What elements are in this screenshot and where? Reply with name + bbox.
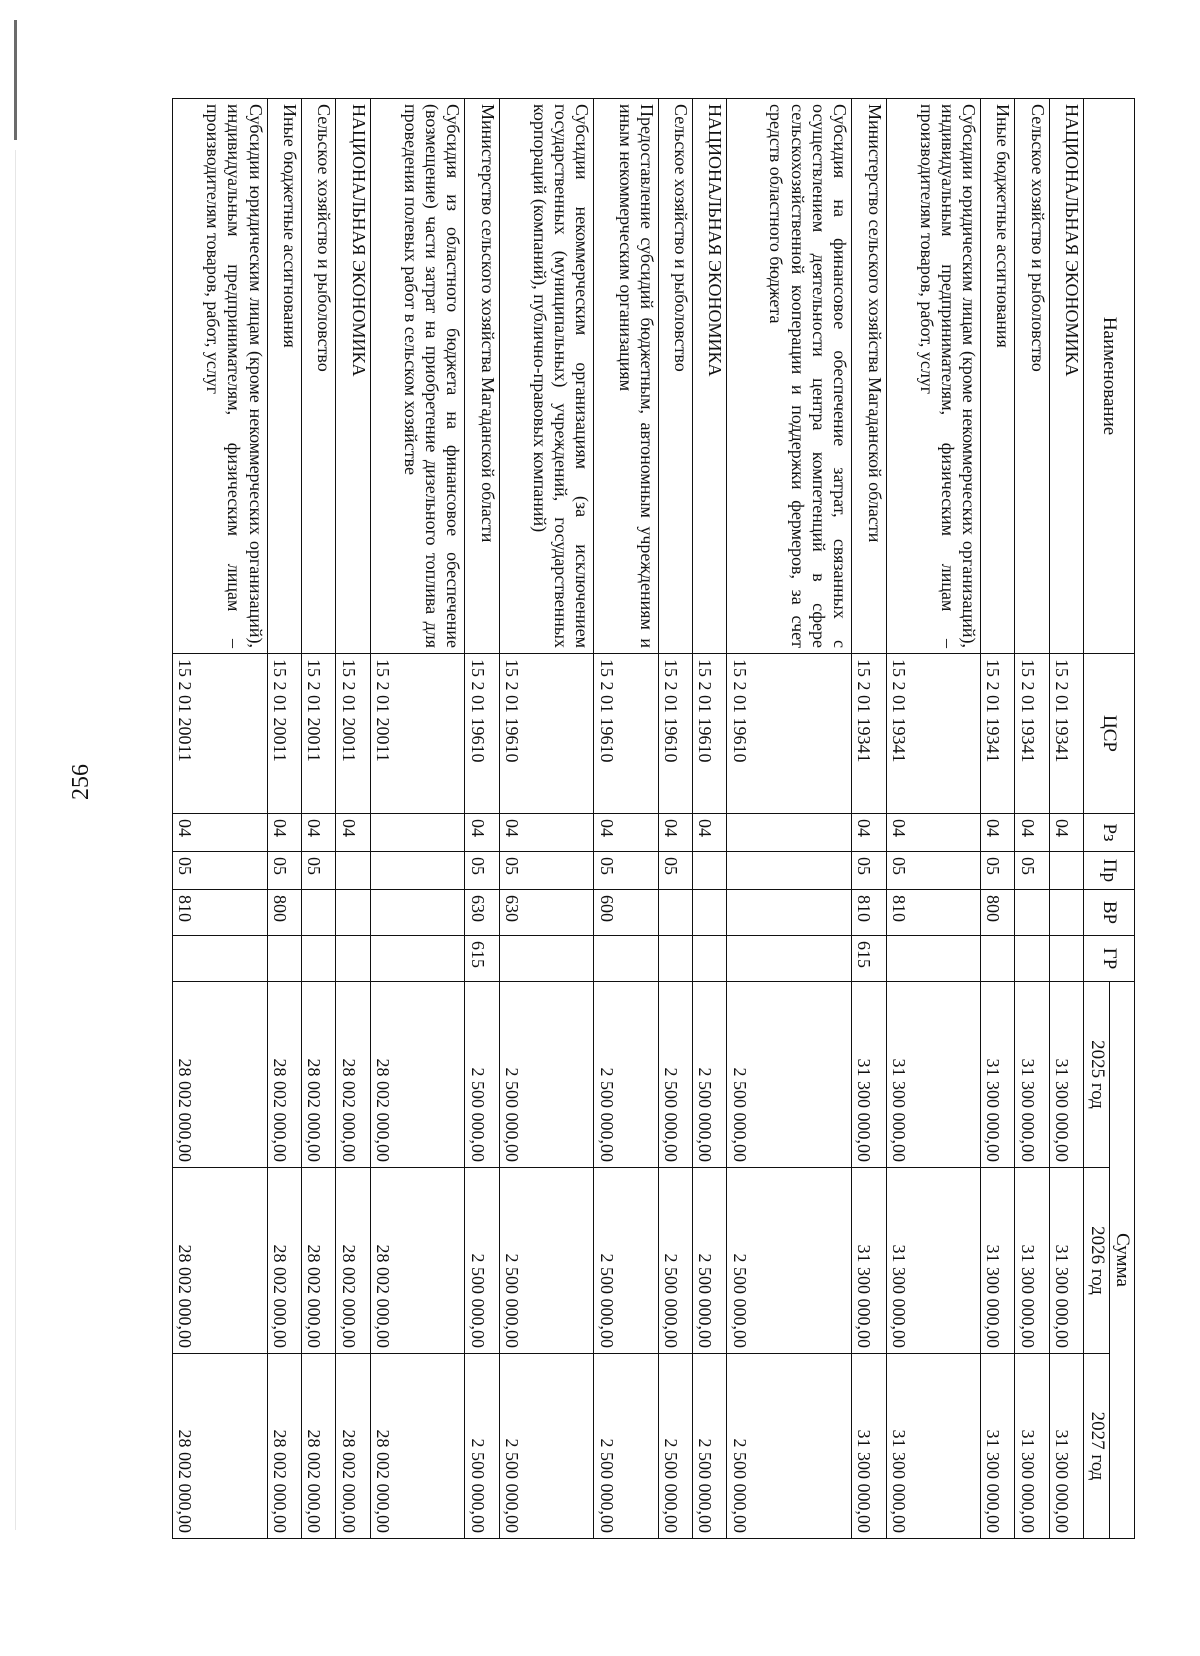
cell-csr: 15 2 01 19341 [1015,654,1049,814]
cell-pr: 05 [173,852,268,890]
scan-edge-mark [14,20,17,140]
cell-2027: 31 300 000,00 [1015,1354,1049,1539]
cell-2026: 2 500 000,00 [727,1168,852,1354]
cell-rz: 04 [1015,814,1049,852]
table-row [727,99,852,1539]
table-row [852,99,886,1539]
table-row [1015,99,1049,1539]
table-row [594,99,658,1539]
cell-2026: 31 300 000,00 [886,1168,981,1354]
cell-csr: 15 2 01 19610 [499,654,594,814]
header-sum: Сумма [1109,982,1134,1539]
cell-2027: 2 500 000,00 [499,1354,594,1539]
cell-vr: 630 [465,890,499,936]
cell-gr [981,936,1015,982]
cell-2027: 2 500 000,00 [693,1354,727,1539]
cell-rz: 04 [465,814,499,852]
cell-name: Сельское хозяйство и рыболовство [302,99,336,654]
cell-rz [370,814,465,852]
table-row [336,99,370,1539]
cell-2026: 2 500 000,00 [594,1168,658,1354]
header-2027: 2027 год [1084,1354,1109,1539]
cell-name: Иные бюджетные ассигнования [267,99,301,654]
cell-name: Субсидии юридическим лицам (кроме некоммерческих организаций), индивидуальным предпринимателям, физическим лицам – производителям товаров, работ, услуг [173,99,268,654]
cell-2027: 2 500 000,00 [658,1354,692,1539]
cell-name: Субсидии некоммерческим организациям (за исключением государственных (муниципальных) учреждений, государственных корпораций (компаний), публично-правовых компаний) [499,99,594,654]
cell-vr: 600 [594,890,658,936]
cell-pr: 05 [499,852,594,890]
cell-vr: 810 [852,890,886,936]
table-row [173,99,268,1539]
cell-csr: 15 2 01 19341 [852,654,886,814]
cell-rz: 04 [173,814,268,852]
cell-2027: 31 300 000,00 [1049,1354,1083,1539]
cell-2026: 31 300 000,00 [981,1168,1015,1354]
cell-name: Министерство сельского хозяйства Магаданской области [852,99,886,654]
cell-name: Сельское хозяйство и рыболовство [1015,99,1049,654]
cell-2026: 31 300 000,00 [1015,1168,1049,1354]
cell-2026: 28 002 000,00 [302,1168,336,1354]
cell-pr: 05 [981,852,1015,890]
cell-2027: 28 002 000,00 [336,1354,370,1539]
cell-gr [302,936,336,982]
cell-2027: 31 300 000,00 [981,1354,1015,1539]
budget-table [172,98,1135,1539]
cell-gr: 615 [852,936,886,982]
cell-rz: 04 [693,814,727,852]
cell-2026: 2 500 000,00 [693,1168,727,1354]
cell-pr: 05 [267,852,301,890]
cell-pr: 05 [302,852,336,890]
cell-2025: 28 002 000,00 [370,982,465,1168]
cell-gr [1015,936,1049,982]
cell-name: Субсидии юридическим лицам (кроме некоммерческих организаций), индивидуальным предпринимателям, физическим лицам – производителям товаров, работ, услуг [886,99,981,654]
cell-rz: 04 [499,814,594,852]
table-row [267,99,301,1539]
cell-pr [693,852,727,890]
table-body [173,99,1084,1539]
header-vr: ВР [1084,890,1135,936]
cell-vr: 810 [173,890,268,936]
cell-gr [886,936,981,982]
table-row [499,99,594,1539]
cell-rz: 04 [302,814,336,852]
cell-gr [658,936,692,982]
cell-2027: 2 500 000,00 [594,1354,658,1539]
cell-vr [1049,890,1083,936]
cell-gr [336,936,370,982]
cell-gr [499,936,594,982]
cell-2027: 28 002 000,00 [370,1354,465,1539]
cell-2025: 28 002 000,00 [302,982,336,1168]
cell-rz: 04 [852,814,886,852]
cell-gr [267,936,301,982]
cell-2027: 28 002 000,00 [267,1354,301,1539]
cell-gr [1049,936,1083,982]
cell-vr [336,890,370,936]
header-2025: 2025 год [1084,982,1109,1168]
cell-2025: 28 002 000,00 [173,982,268,1168]
cell-csr: 15 2 01 19341 [981,654,1015,814]
cell-pr: 05 [852,852,886,890]
cell-rz: 04 [336,814,370,852]
cell-name: Сельское хозяйство и рыболовство [658,99,692,654]
cell-csr: 15 2 01 20011 [336,654,370,814]
cell-vr [1015,890,1049,936]
cell-pr: 05 [1015,852,1049,890]
cell-name: НАЦИОНАЛЬНАЯ ЭКОНОМИКА [693,99,727,654]
cell-rz: 04 [267,814,301,852]
cell-rz: 04 [981,814,1015,852]
table-row [1049,99,1083,1539]
cell-2026: 31 300 000,00 [852,1168,886,1354]
cell-csr: 15 2 01 20011 [267,654,301,814]
cell-name: Субсидия из областного бюджета на финансовое обеспечение (возмещение) части затрат на приобретение дизельного топлива для проведения полевых работ в сельском хозяйстве [370,99,465,654]
cell-pr [336,852,370,890]
cell-vr: 800 [267,890,301,936]
cell-gr [370,936,465,982]
header-pr: Пр [1084,852,1135,890]
header-2026: 2026 год [1084,1168,1109,1354]
table-row [370,99,465,1539]
cell-2025: 2 500 000,00 [658,982,692,1168]
cell-csr: 15 2 01 20011 [370,654,465,814]
cell-csr: 15 2 01 19610 [693,654,727,814]
cell-2026: 28 002 000,00 [370,1168,465,1354]
cell-vr: 810 [886,890,981,936]
cell-name: Министерство сельского хозяйства Магаданской области [465,99,499,654]
cell-rz: 04 [886,814,981,852]
cell-2025: 2 500 000,00 [594,982,658,1168]
cell-csr: 15 2 01 20011 [302,654,336,814]
cell-rz: 04 [658,814,692,852]
cell-csr: 15 2 01 20011 [173,654,268,814]
cell-name: Субсидия на финансовое обеспечение затрат, связанных с осуществлением деятельности центра компетенций в сфере сельскохозяйственной кооперации и поддержки фермеров, за счет средств областного бюджета [727,99,852,654]
cell-vr [370,890,465,936]
cell-2027: 31 300 000,00 [886,1354,981,1539]
table-row [302,99,336,1539]
cell-2026: 2 500 000,00 [499,1168,594,1354]
cell-2025: 28 002 000,00 [267,982,301,1168]
cell-2025: 31 300 000,00 [886,982,981,1168]
cell-pr: 05 [594,852,658,890]
cell-2027: 28 002 000,00 [302,1354,336,1539]
cell-vr [727,890,852,936]
cell-name: Предоставление субсидий бюджетным, автономным учреждениям и иным некоммерческим организациям [594,99,658,654]
cell-csr: 15 2 01 19610 [594,654,658,814]
table-row [886,99,981,1539]
cell-vr: 800 [981,890,1015,936]
header-gr: ГР [1084,936,1135,982]
cell-csr: 15 2 01 19610 [465,654,499,814]
cell-2025: 31 300 000,00 [852,982,886,1168]
cell-pr [370,852,465,890]
cell-rz: 04 [1049,814,1083,852]
cell-vr: 630 [499,890,594,936]
cell-2025: 31 300 000,00 [1049,982,1083,1168]
cell-gr: 615 [465,936,499,982]
cell-2027: 2 500 000,00 [727,1354,852,1539]
cell-name: НАЦИОНАЛЬНАЯ ЭКОНОМИКА [336,99,370,654]
cell-vr [302,890,336,936]
cell-csr: 15 2 01 19341 [1049,654,1083,814]
header-csr: ЦСР [1084,654,1135,814]
cell-2025: 2 500 000,00 [693,982,727,1168]
cell-2025: 2 500 000,00 [727,982,852,1168]
scan-edge-line [15,150,16,1530]
cell-2027: 28 002 000,00 [173,1354,268,1539]
table-row [693,99,727,1539]
header-name: Наименование [1084,99,1135,654]
cell-rz [727,814,852,852]
cell-pr: 05 [886,852,981,890]
cell-pr: 05 [658,852,692,890]
cell-name: НАЦИОНАЛЬНАЯ ЭКОНОМИКА [1049,99,1083,654]
cell-2026: 28 002 000,00 [173,1168,268,1354]
table-row [981,99,1015,1539]
table-row [658,99,692,1539]
cell-vr [658,890,692,936]
cell-2027: 31 300 000,00 [852,1354,886,1539]
page-number: 256 [68,764,94,800]
cell-2026: 31 300 000,00 [1049,1168,1083,1354]
table-row [465,99,499,1539]
budget-table-wrapper [172,98,1135,1538]
cell-vr [693,890,727,936]
cell-2026: 2 500 000,00 [658,1168,692,1354]
cell-csr: 15 2 01 19341 [886,654,981,814]
header-rz: Рз [1084,814,1135,852]
cell-csr: 15 2 01 19610 [727,654,852,814]
cell-2026: 28 002 000,00 [336,1168,370,1354]
cell-gr [173,936,268,982]
cell-2026: 2 500 000,00 [465,1168,499,1354]
cell-pr: 05 [465,852,499,890]
cell-2025: 31 300 000,00 [981,982,1015,1168]
cell-2027: 2 500 000,00 [465,1354,499,1539]
header-row-top [1109,99,1134,1539]
cell-2025: 31 300 000,00 [1015,982,1049,1168]
cell-csr: 15 2 01 19610 [658,654,692,814]
cell-gr [727,936,852,982]
cell-name: Иные бюджетные ассигнования [981,99,1015,654]
cell-pr [727,852,852,890]
cell-gr [594,936,658,982]
cell-2025: 2 500 000,00 [465,982,499,1168]
cell-2026: 28 002 000,00 [267,1168,301,1354]
cell-2025: 28 002 000,00 [336,982,370,1168]
cell-2025: 2 500 000,00 [499,982,594,1168]
cell-pr [1049,852,1083,890]
cell-rz: 04 [594,814,658,852]
cell-gr [693,936,727,982]
